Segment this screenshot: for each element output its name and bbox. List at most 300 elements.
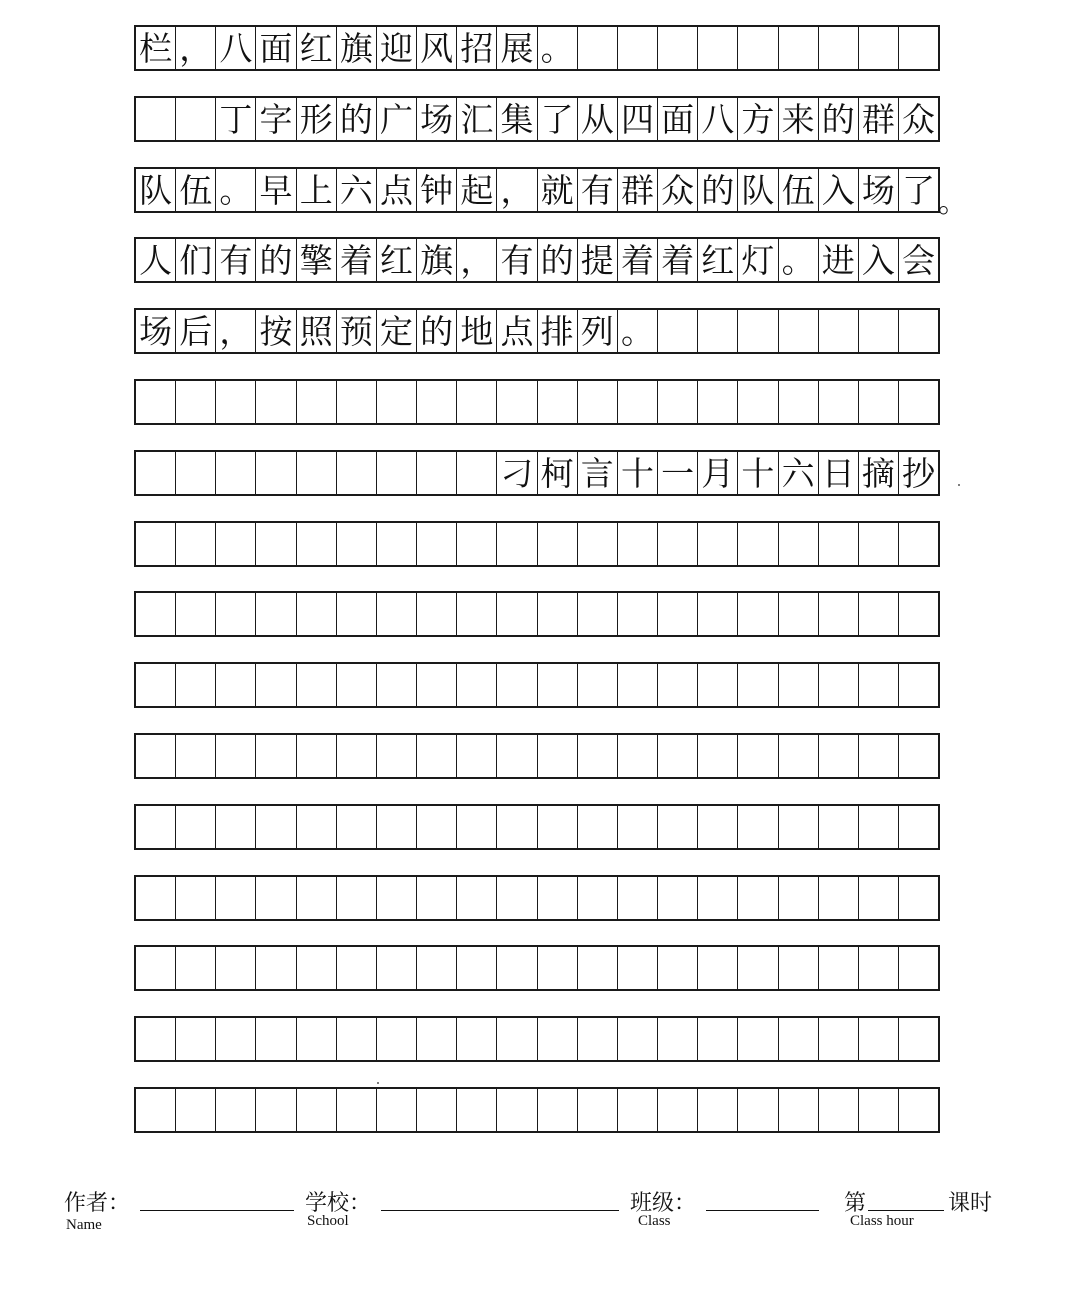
lesson-sublabel: Class hour	[850, 1213, 914, 1229]
grid-cell: 入	[819, 169, 859, 211]
grid-cell	[658, 593, 698, 635]
grid-cell: 有	[578, 169, 618, 211]
grid-cell: 着	[337, 239, 377, 281]
grid-row	[134, 237, 940, 283]
grid-cell	[377, 877, 417, 919]
grid-cell	[297, 452, 337, 494]
grid-cell	[859, 664, 899, 706]
grid-cell	[497, 593, 537, 635]
grid-cell	[578, 593, 618, 635]
grid-cell	[457, 664, 497, 706]
grid-cell	[216, 806, 256, 848]
grid-cell	[538, 947, 578, 989]
grid-cell: 六	[337, 169, 377, 211]
grid-cell	[216, 381, 256, 423]
school-sublabel: School	[307, 1213, 349, 1229]
grid-cell	[698, 947, 738, 989]
grid-cell	[377, 806, 417, 848]
grid-cell	[578, 381, 618, 423]
grid-cell	[216, 452, 256, 494]
grid-cell	[136, 947, 176, 989]
grid-row	[134, 521, 940, 567]
grid-cell	[658, 664, 698, 706]
grid-cell	[538, 1089, 578, 1131]
grid-cell	[337, 381, 377, 423]
school-label: 学校：	[305, 1191, 372, 1216]
grid-cell: 照	[297, 310, 337, 352]
grid-cell	[417, 381, 457, 423]
grid-cell	[859, 593, 899, 635]
grid-cell	[618, 381, 658, 423]
grid-cell	[899, 1089, 938, 1131]
grid-cell	[738, 1018, 778, 1060]
grid-cell: 旗	[417, 239, 457, 281]
grid-cell	[337, 877, 377, 919]
grid-cell	[337, 664, 377, 706]
grid-cell: 了	[538, 98, 578, 140]
grid-cell	[899, 381, 938, 423]
grid-cell	[779, 27, 819, 69]
grid-cell: 汇	[457, 98, 497, 140]
grid-cell	[859, 806, 899, 848]
grid-cell	[256, 664, 296, 706]
grid-cell	[297, 947, 337, 989]
grid-cell	[297, 381, 337, 423]
grid-cell	[297, 735, 337, 777]
grid-cell	[256, 877, 296, 919]
grid-cell	[176, 664, 216, 706]
grid-cell	[779, 310, 819, 352]
grid-cell	[457, 593, 497, 635]
grid-cell	[136, 877, 176, 919]
grid-cell	[859, 381, 899, 423]
grid-cell	[497, 664, 537, 706]
grid-cell	[658, 877, 698, 919]
grid-cell: 栏	[136, 27, 176, 69]
grid-row	[134, 1016, 940, 1062]
grid-cell	[819, 523, 859, 565]
grid-cell	[698, 1018, 738, 1060]
grid-cell	[256, 523, 296, 565]
grid-cell: 来	[779, 98, 819, 140]
grid-cell	[136, 1018, 176, 1060]
grid-cell	[176, 735, 216, 777]
grid-row	[134, 804, 940, 850]
grid-cell	[417, 1018, 457, 1060]
grid-cell: 摘	[859, 452, 899, 494]
grid-cell	[618, 1018, 658, 1060]
grid-cell: 地	[457, 310, 497, 352]
grid-cell	[899, 947, 938, 989]
grid-cell: 进	[819, 239, 859, 281]
grid-cell: 众	[658, 169, 698, 211]
grid-cell	[337, 1018, 377, 1060]
grid-cell: 着	[618, 239, 658, 281]
grid-cell: 队	[136, 169, 176, 211]
grid-cell: 排	[538, 310, 578, 352]
grid-cell	[497, 806, 537, 848]
grid-row	[134, 25, 940, 71]
grid-cell	[618, 947, 658, 989]
grid-cell	[457, 806, 497, 848]
grid-cell	[216, 947, 256, 989]
grid-cell	[738, 27, 778, 69]
grid-cell	[658, 27, 698, 69]
grid-cell	[899, 877, 938, 919]
grid-cell	[698, 1089, 738, 1131]
grid-cell	[538, 593, 578, 635]
grid-cell	[698, 27, 738, 69]
grid-cell	[256, 1018, 296, 1060]
grid-row	[134, 1087, 940, 1133]
grid-cell	[859, 310, 899, 352]
grid-cell	[377, 523, 417, 565]
grid-cell	[256, 452, 296, 494]
grid-cell: 就	[538, 169, 578, 211]
grid-cell	[417, 877, 457, 919]
grid-cell	[216, 593, 256, 635]
grid-cell	[377, 593, 417, 635]
grid-cell	[578, 735, 618, 777]
grid-cell	[136, 523, 176, 565]
grid-cell	[497, 877, 537, 919]
grid-cell	[136, 664, 176, 706]
grid-cell	[578, 523, 618, 565]
class-sublabel: Class	[638, 1213, 671, 1229]
grid-cell	[297, 593, 337, 635]
grid-cell	[779, 1018, 819, 1060]
class-label: 班级：	[630, 1191, 697, 1216]
grid-cell	[538, 1018, 578, 1060]
grid-cell	[698, 310, 738, 352]
grid-row	[134, 450, 940, 496]
grid-cell	[377, 1018, 417, 1060]
grid-cell	[457, 1089, 497, 1131]
paper-speck	[377, 1082, 379, 1084]
grid-cell	[698, 735, 738, 777]
grid-cell	[738, 664, 778, 706]
grid-cell	[297, 1018, 337, 1060]
grid-cell	[297, 806, 337, 848]
grid-cell: 群	[618, 169, 658, 211]
grid-cell: 入	[859, 239, 899, 281]
grid-cell: ，	[497, 169, 537, 211]
grid-cell	[738, 877, 778, 919]
grid-cell: 柯	[538, 452, 578, 494]
grid-cell: 预	[337, 310, 377, 352]
grid-cell: 十	[618, 452, 658, 494]
grid-cell	[698, 381, 738, 423]
grid-cell	[417, 523, 457, 565]
grid-cell	[176, 98, 216, 140]
grid-cell	[216, 735, 256, 777]
author-label: 作者：	[64, 1191, 131, 1216]
grid-cell	[779, 1089, 819, 1131]
grid-cell	[779, 381, 819, 423]
grid-cell	[779, 593, 819, 635]
grid-cell: ，	[176, 27, 216, 69]
grid-cell: 的	[256, 239, 296, 281]
grid-cell: 点	[497, 310, 537, 352]
grid-cell	[538, 806, 578, 848]
grid-cell	[859, 1018, 899, 1060]
grid-cell	[417, 947, 457, 989]
grid-cell	[497, 1018, 537, 1060]
grid-cell: 们	[176, 239, 216, 281]
grid-cell	[176, 593, 216, 635]
grid-cell: ，	[216, 310, 256, 352]
grid-cell	[176, 452, 216, 494]
grid-cell	[417, 593, 457, 635]
grid-cell	[136, 98, 176, 140]
grid-cell	[658, 947, 698, 989]
grid-cell	[337, 735, 377, 777]
grid-cell	[658, 381, 698, 423]
grid-cell	[779, 664, 819, 706]
grid-cell	[738, 381, 778, 423]
grid-cell: 早	[256, 169, 296, 211]
grid-row	[134, 167, 940, 213]
grid-cell: 场	[136, 310, 176, 352]
grid-cell	[538, 735, 578, 777]
grid-cell	[819, 27, 859, 69]
grid-cell	[136, 381, 176, 423]
grid-cell: 四	[618, 98, 658, 140]
grid-cell	[819, 1089, 859, 1131]
grid-cell: 定	[377, 310, 417, 352]
grid-cell	[377, 452, 417, 494]
grid-cell: 的	[698, 169, 738, 211]
grid-cell	[738, 806, 778, 848]
grid-cell: 擎	[297, 239, 337, 281]
grid-cell	[256, 735, 296, 777]
grid-cell	[618, 593, 658, 635]
grid-cell: 字	[256, 98, 296, 140]
grid-cell	[819, 877, 859, 919]
grid-cell	[216, 523, 256, 565]
author-sublabel: Name	[66, 1217, 102, 1233]
grid-cell: 六	[779, 452, 819, 494]
grid-cell	[738, 310, 778, 352]
grid-cell	[779, 877, 819, 919]
grid-cell	[457, 381, 497, 423]
grid-cell	[136, 1089, 176, 1131]
grid-cell	[738, 523, 778, 565]
grid-cell: 迎	[377, 27, 417, 69]
grid-cell: 按	[256, 310, 296, 352]
grid-cell: 集	[497, 98, 537, 140]
grid-cell: 面	[658, 98, 698, 140]
grid-cell	[658, 1018, 698, 1060]
grid-cell	[578, 806, 618, 848]
grid-cell: 众	[902, 99, 936, 139]
grid-cell	[297, 877, 337, 919]
grid-cell	[216, 1089, 256, 1131]
grid-cell	[176, 806, 216, 848]
grid-cell: 风	[417, 27, 457, 69]
grid-cell: 灯	[738, 239, 778, 281]
grid-cell	[216, 664, 256, 706]
grid-cell	[899, 27, 938, 69]
grid-cell	[176, 381, 216, 423]
author-blank[interactable]	[140, 1210, 294, 1211]
grid-cell: 有	[497, 239, 537, 281]
grid-cell	[899, 1018, 938, 1060]
grid-cell	[899, 735, 938, 777]
grid-cell	[377, 1089, 417, 1131]
grid-cell	[337, 523, 377, 565]
grid-cell	[738, 947, 778, 989]
grid-cell	[256, 1089, 296, 1131]
grid-cell: ，	[457, 239, 497, 281]
grid-cell	[819, 310, 859, 352]
grid-cell	[457, 877, 497, 919]
grid-cell	[538, 523, 578, 565]
grid-cell	[176, 1089, 216, 1131]
grid-cell	[337, 1089, 377, 1131]
overflow-period: 。	[938, 185, 968, 220]
grid-cell	[176, 877, 216, 919]
grid-cell	[377, 735, 417, 777]
grid-cell: 八	[216, 27, 256, 69]
grid-cell	[859, 947, 899, 989]
grid-cell	[337, 452, 377, 494]
grid-cell	[618, 1089, 658, 1131]
lesson-suffix: 课时	[948, 1191, 993, 1216]
grid-cell	[417, 452, 457, 494]
grid-cell: 红	[698, 239, 738, 281]
paper-speck	[958, 484, 960, 486]
grid-cell: 后	[176, 310, 216, 352]
grid-row	[134, 733, 940, 779]
grid-cell	[859, 877, 899, 919]
grid-cell: 上	[297, 169, 337, 211]
class-blank[interactable]	[706, 1210, 819, 1211]
grid-cell: 。	[779, 239, 819, 281]
grid-cell: 。	[538, 27, 578, 69]
grid-cell	[698, 523, 738, 565]
grid-cell: 红	[377, 239, 417, 281]
grid-cell	[779, 735, 819, 777]
grid-row	[134, 379, 940, 425]
grid-cell	[779, 523, 819, 565]
grid-cell	[538, 877, 578, 919]
grid-cell	[578, 877, 618, 919]
grid-cell	[899, 523, 938, 565]
grid-cell	[819, 1018, 859, 1060]
grid-cell	[297, 664, 337, 706]
lesson-prefix: 第	[844, 1191, 867, 1216]
grid-cell	[779, 806, 819, 848]
grid-cell	[899, 310, 938, 352]
grid-cell	[658, 523, 698, 565]
grid-cell	[578, 947, 618, 989]
grid-cell	[658, 735, 698, 777]
grid-cell: 十	[738, 452, 778, 494]
grid-cell	[819, 381, 859, 423]
grid-cell: 提	[578, 239, 618, 281]
grid-cell: 的	[538, 239, 578, 281]
grid-cell	[497, 947, 537, 989]
grid-cell	[256, 593, 296, 635]
grid-cell: 着	[658, 239, 698, 281]
grid-cell: 点	[377, 169, 417, 211]
grid-row	[134, 96, 940, 142]
grid-cell	[819, 664, 859, 706]
school-blank[interactable]	[381, 1210, 619, 1211]
grid-cell	[538, 664, 578, 706]
grid-row	[134, 308, 940, 354]
grid-cell: 展	[497, 27, 537, 69]
grid-cell	[698, 877, 738, 919]
grid-cell	[457, 735, 497, 777]
grid-cell	[578, 664, 618, 706]
grid-cell	[859, 523, 899, 565]
grid-row	[134, 591, 940, 637]
grid-cell: 一	[658, 452, 698, 494]
grid-cell: 队	[738, 169, 778, 211]
grid-cell	[417, 664, 457, 706]
grid-cell: 抄	[902, 453, 936, 493]
grid-cell: 刁	[497, 452, 537, 494]
grid-cell	[497, 735, 537, 777]
grid-cell	[779, 947, 819, 989]
grid-cell	[497, 381, 537, 423]
grid-cell: 了	[902, 170, 936, 210]
grid-cell	[859, 735, 899, 777]
grid-cell	[216, 877, 256, 919]
grid-cell: 月	[698, 452, 738, 494]
grid-cell	[698, 806, 738, 848]
grid-cell	[899, 664, 938, 706]
grid-cell	[457, 1018, 497, 1060]
grid-cell	[899, 806, 938, 848]
grid-cell: 群	[859, 98, 899, 140]
lesson-blank[interactable]	[868, 1210, 944, 1211]
grid-cell: 八	[698, 98, 738, 140]
grid-cell	[578, 1018, 618, 1060]
grid-cell: 。	[618, 310, 658, 352]
grid-cell: 从	[578, 98, 618, 140]
grid-cell: 丁	[216, 98, 256, 140]
grid-cell: 钟	[417, 169, 457, 211]
grid-cell	[618, 877, 658, 919]
grid-cell	[457, 452, 497, 494]
grid-cell	[256, 947, 296, 989]
grid-cell	[819, 735, 859, 777]
grid-cell	[859, 27, 899, 69]
grid-cell	[819, 947, 859, 989]
grid-cell: 广	[377, 98, 417, 140]
grid-cell: 伍	[176, 169, 216, 211]
grid-cell	[658, 1089, 698, 1131]
grid-cell: 言	[578, 452, 618, 494]
grid-cell	[176, 947, 216, 989]
grid-cell	[618, 27, 658, 69]
grid-cell	[256, 381, 296, 423]
grid-cell: 的	[337, 98, 377, 140]
grid-cell: 会	[902, 240, 936, 280]
grid-cell	[859, 1089, 899, 1131]
grid-cell	[618, 806, 658, 848]
grid-cell	[497, 523, 537, 565]
grid-cell: 有	[216, 239, 256, 281]
grid-cell	[698, 593, 738, 635]
grid-cell	[738, 593, 778, 635]
grid-cell	[256, 806, 296, 848]
grid-cell	[899, 593, 938, 635]
grid-cell	[136, 735, 176, 777]
